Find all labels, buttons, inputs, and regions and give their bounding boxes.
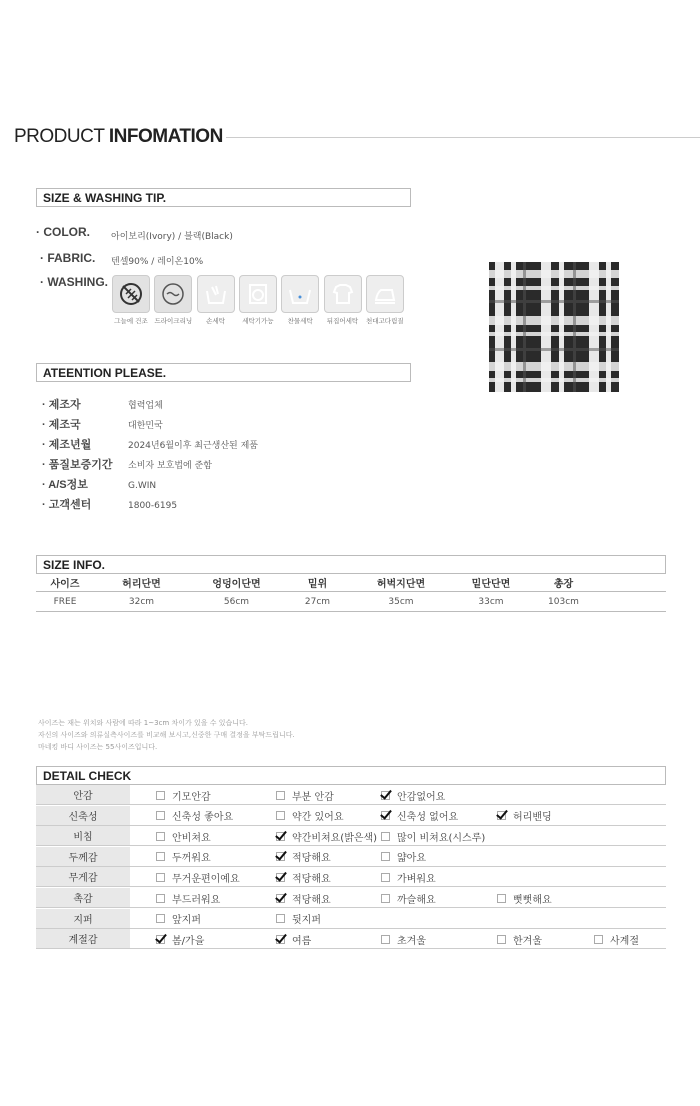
- detail-check-row: [36, 888, 666, 908]
- attention-value: 1800-6195: [128, 501, 178, 511]
- option-label: 기모안감: [172, 791, 211, 803]
- checkbox-checked-icon: [381, 791, 390, 800]
- checkbox-checked-icon: [276, 935, 285, 944]
- checkbox-empty-icon: [497, 894, 506, 903]
- option-label: 사계절: [610, 935, 639, 947]
- option-label: 가벼워요: [397, 873, 436, 885]
- size-cell: FREE: [53, 597, 77, 607]
- detail-check-label: 무게감: [36, 867, 130, 886]
- washing-item: [111, 275, 151, 325]
- checkbox-checked-icon: [156, 935, 165, 944]
- option-label: 얇아요: [397, 853, 426, 865]
- size-info-heading: SIZE INFO.: [36, 555, 666, 574]
- option-label: 여름: [292, 935, 312, 947]
- detail-check-option: [381, 806, 458, 826]
- checkbox-empty-icon: [381, 832, 390, 841]
- checkbox-empty-icon: [381, 935, 390, 944]
- detail-check-option: [156, 785, 211, 805]
- detail-check-option: [156, 826, 211, 846]
- washing-item: [196, 275, 236, 325]
- checkbox-checked-icon: [276, 873, 285, 882]
- option-label: 부드러워요: [172, 894, 221, 906]
- attention-label: · 제조국: [42, 419, 81, 431]
- checkbox-empty-icon: [156, 832, 165, 841]
- checkbox-checked-icon: [381, 811, 390, 820]
- washing-caption: 뒤집어세탁: [326, 317, 359, 325]
- detail-check-row: [36, 785, 666, 805]
- washing-item: [365, 275, 405, 325]
- option-label: 뻣뻣해요: [513, 894, 552, 906]
- checkbox-empty-icon: [276, 914, 285, 923]
- attention-value: 대한민국: [128, 421, 163, 431]
- size-cell: 27cm: [304, 597, 331, 607]
- color-label: · COLOR.: [36, 225, 90, 239]
- size-column-header: 총장: [553, 578, 574, 590]
- option-label: 초겨울: [397, 935, 426, 947]
- size-column-header: 밑단단면: [471, 578, 511, 590]
- detail-check-row: [36, 847, 666, 867]
- detail-check-label: 신축성: [36, 806, 130, 825]
- detail-check-option: [381, 826, 485, 846]
- detail-check-option: [276, 909, 321, 929]
- dry-clean-icon: [154, 275, 192, 313]
- attention-label: · A/S정보: [42, 479, 88, 491]
- attention-label: · 고객센터: [42, 499, 92, 511]
- option-label: 뒷지퍼: [292, 915, 321, 927]
- detail-check-option: [381, 785, 445, 805]
- size-column-header: 허벅지단면: [376, 578, 426, 590]
- detail-check-row: [36, 867, 666, 887]
- checkbox-empty-icon: [276, 791, 285, 800]
- option-label: 적당해요: [292, 894, 331, 906]
- attention-row: [42, 496, 177, 512]
- checkbox-empty-icon: [381, 873, 390, 882]
- attention-value: 2024년6월이후 최근생산된 제품: [128, 441, 258, 451]
- iron-low-icon: [366, 275, 404, 313]
- detail-check-label: 비침: [36, 826, 130, 845]
- attention-row: [42, 456, 212, 472]
- detail-check-heading: DETAIL CHECK: [36, 766, 666, 785]
- detail-check-row: [36, 826, 666, 846]
- size-washing-heading: SIZE & WASHING TIP.: [36, 188, 411, 207]
- detail-check-option: [276, 826, 377, 846]
- detail-check-label: 지퍼: [36, 909, 130, 928]
- detail-check-row: [36, 929, 666, 949]
- attention-value: 소비자 보호법에 준함: [128, 461, 212, 471]
- attention-label: · 제조년월: [42, 439, 92, 451]
- option-label: 안감없어요: [397, 791, 446, 803]
- washing-caption: 천대고다림질: [365, 317, 404, 325]
- detail-check-option: [276, 847, 331, 867]
- attention-row: [42, 396, 163, 412]
- table-row: [36, 593, 666, 612]
- detail-check-option: [381, 888, 436, 908]
- size-cell: 103cm: [548, 597, 579, 607]
- fabric-value: 텐셀90% / 레이온10%: [111, 257, 204, 267]
- fabric-label: · FABRIC.: [40, 251, 96, 265]
- attention-value: 협력업체: [128, 401, 163, 411]
- detail-check-option: [497, 888, 552, 908]
- checkbox-empty-icon: [497, 935, 506, 944]
- option-label: 무거운편이예요: [172, 873, 240, 885]
- checkbox-empty-icon: [156, 873, 165, 882]
- checkbox-checked-icon: [276, 852, 285, 861]
- checkbox-empty-icon: [156, 914, 165, 923]
- option-label: 앞지퍼: [172, 915, 201, 927]
- attention-row: [42, 476, 156, 492]
- checkbox-empty-icon: [156, 894, 165, 903]
- detail-check-option: [594, 929, 639, 949]
- cold-wash-icon: [281, 275, 319, 313]
- fabric-swatch-image: [489, 262, 619, 392]
- checkbox-empty-icon: [156, 791, 165, 800]
- checkbox-empty-icon: [381, 894, 390, 903]
- attention-row: [42, 436, 258, 452]
- option-label: 한겨울: [513, 935, 542, 947]
- size-cell: 32cm: [128, 597, 155, 607]
- size-column-header: 밑위: [307, 578, 328, 590]
- size-cell: 33cm: [478, 597, 504, 607]
- option-label: 부분 안감: [292, 791, 334, 803]
- dry-clean-no-icon: [112, 275, 150, 313]
- option-label: 약간비쳐요(밝은색): [292, 832, 378, 844]
- detail-check-option: [497, 929, 542, 949]
- detail-check-label: 두께감: [36, 847, 130, 866]
- checkbox-checked-icon: [497, 811, 506, 820]
- option-label: 신축성 없어요: [397, 812, 459, 824]
- reverse-wash-icon: [324, 275, 362, 313]
- washing-label: · WASHING.: [40, 275, 108, 289]
- checkbox-empty-icon: [381, 852, 390, 861]
- size-column-header: 사이즈: [50, 578, 80, 590]
- detail-check-option: [156, 847, 211, 867]
- detail-check-option: [156, 909, 201, 929]
- washing-item: [238, 275, 278, 325]
- washing-item: [153, 275, 193, 325]
- detail-check-option: [276, 785, 334, 805]
- detail-check-row: [36, 909, 666, 929]
- washing-caption: 그늘에 건조: [114, 317, 148, 325]
- attention-row: [42, 416, 163, 432]
- option-label: 약간 있어요: [292, 812, 344, 824]
- detail-check-option: [156, 929, 204, 949]
- machine-wash-icon: [239, 275, 277, 313]
- detail-check-option: [156, 867, 240, 887]
- washing-caption: 손세탁: [206, 317, 226, 325]
- detail-check-option: [381, 847, 426, 867]
- washing-caption: 세탁기가능: [242, 317, 274, 325]
- option-label: 많이 비쳐요(시스루): [397, 832, 486, 844]
- detail-check-option: [381, 867, 436, 887]
- checkbox-empty-icon: [594, 935, 603, 944]
- detail-check-option: [381, 929, 426, 949]
- option-label: 봄/가을: [172, 935, 205, 947]
- size-cell: 56cm: [223, 597, 250, 607]
- washing-caption: 드라이크리닝: [154, 317, 193, 325]
- detail-check-option: [276, 888, 331, 908]
- size-note-3: 마네킹 바디 사이즈는 55사이즈입니다.: [38, 743, 158, 751]
- attention-value: G.WIN: [128, 481, 157, 491]
- detail-check-row: [36, 806, 666, 826]
- size-column-header: 엉덩이단면: [212, 578, 261, 590]
- size-note-1: 사이즈는 재는 위치와 사람에 따라 1~3cm 차이가 있을 수 있습니다.: [38, 719, 248, 727]
- option-label: 적당해요: [292, 873, 331, 885]
- option-label: 두꺼워요: [172, 853, 211, 865]
- washing-item: [323, 275, 363, 325]
- size-cell: 35cm: [388, 597, 414, 607]
- detail-check-label: 촉감: [36, 888, 130, 907]
- checkbox-empty-icon: [156, 852, 165, 861]
- detail-check-option: [276, 867, 331, 887]
- hand-wash-icon: [197, 275, 235, 313]
- option-label: 신축성 좋아요: [172, 812, 234, 824]
- checkbox-checked-icon: [276, 832, 285, 841]
- option-label: 까슬해요: [397, 894, 436, 906]
- checkbox-empty-icon: [156, 811, 165, 820]
- detail-check-label: 계절감: [36, 929, 130, 948]
- option-label: 적당해요: [292, 853, 331, 865]
- checkbox-empty-icon: [276, 811, 285, 820]
- detail-check-option: [156, 806, 233, 826]
- detail-check-label: 안감: [36, 785, 130, 804]
- title-divider: [226, 137, 700, 138]
- attention-label: · 제조자: [42, 399, 81, 411]
- option-label: 허리밴딩: [513, 812, 552, 824]
- attention-heading: ATEENTION PLEASE.: [36, 363, 411, 382]
- detail-check-option: [497, 806, 552, 826]
- detail-check-option: [276, 929, 311, 949]
- page-title: PRODUCT INFOMATION: [14, 126, 223, 147]
- size-column-header: 허리단면: [122, 578, 161, 590]
- detail-check-option: [156, 888, 220, 908]
- color-value: 아이보리(Ivory) / 블랙(Black): [111, 232, 233, 242]
- washing-item: [280, 275, 320, 325]
- checkbox-checked-icon: [276, 894, 285, 903]
- size-table-header: [36, 573, 666, 592]
- detail-check-option: [276, 806, 343, 826]
- size-note-2: 자신의 사이즈와 의류실측사이즈를 비교해 보시고,신중한 구매 결정을 부탁드립니다.: [38, 731, 295, 739]
- attention-label: · 품질보증기간: [42, 459, 113, 471]
- option-label: 안비쳐요: [172, 832, 211, 844]
- washing-caption: 찬물세탁: [287, 317, 313, 325]
